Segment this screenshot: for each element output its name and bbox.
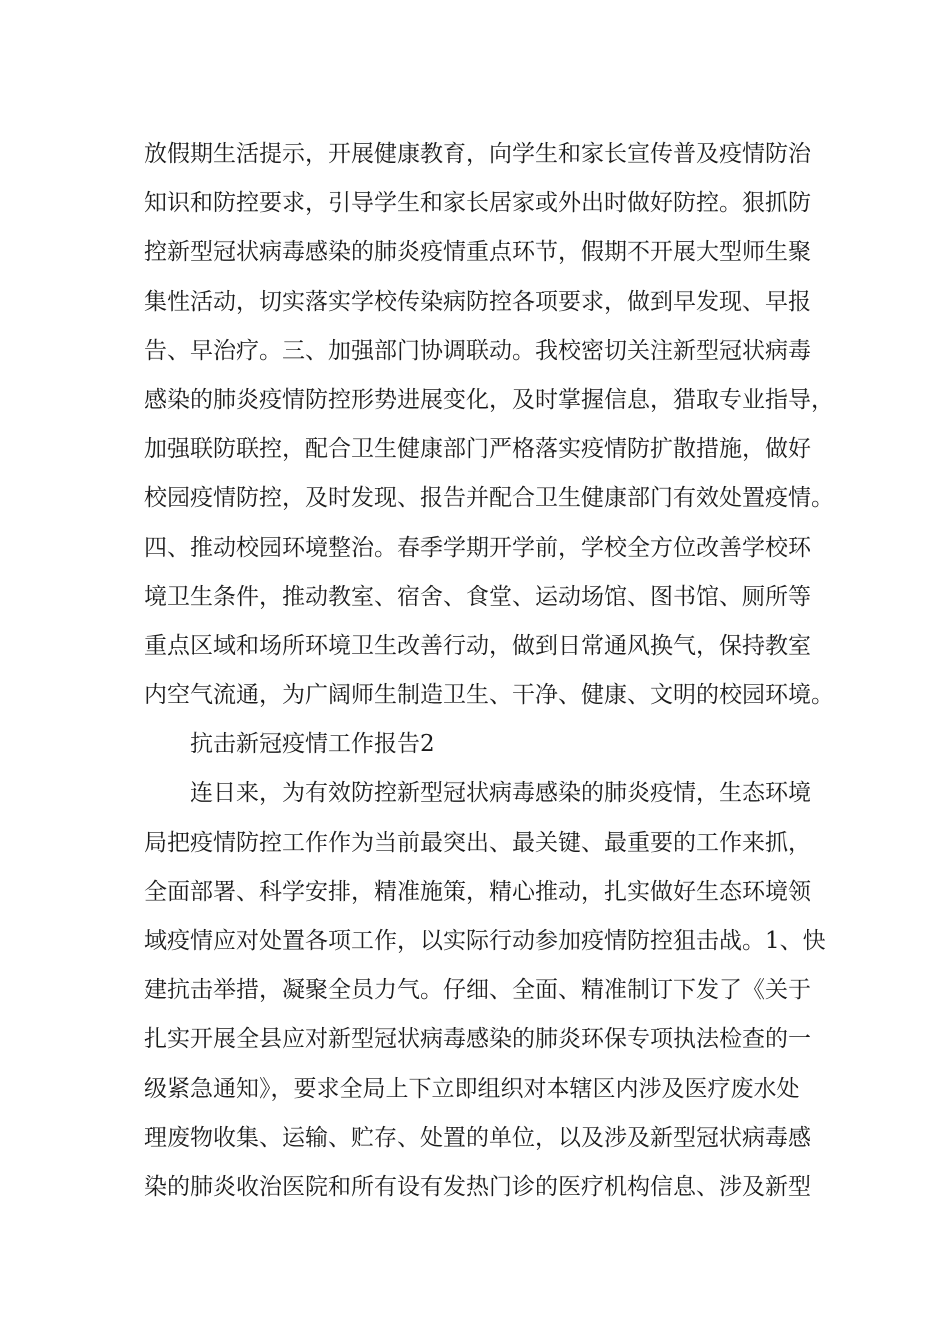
text-line: 域疫情应对处置各项工作，以实际行动参加疫情防控狙击战。1、快: [144, 928, 826, 954]
section-heading: 抗击新冠疫情工作报告2: [190, 731, 435, 758]
text-line: 放假期生活提示，开展健康教育，向学生和家长宣传普及疫情防治: [144, 141, 811, 167]
text-line: 内空气流通，为广阔师生制造卫生、干净、健康、文明的校园环境。: [144, 682, 834, 709]
text-line: 集性活动，切实落实学校传染病防控各项要求，做到早发现、早报: [144, 288, 811, 315]
text-line: 全面部署、科学安排，精准施策，精心推动，扎实做好生态环境领: [144, 878, 811, 905]
text-line: 建抗击举措，凝聚全员力气。仔细、全面、精准制订下发了《关于: [144, 977, 811, 1004]
text-line: 境卫生条件，推动教室、宿舍、食堂、运动场馆、图书馆、厕所等: [144, 583, 811, 610]
text-line: 染的肺炎收治医院和所有设有发热门诊的医疗机构信息、涉及新型: [144, 1173, 811, 1200]
text-line: 感染的肺炎疫情防控形势进展变化，及时掌握信息，猎取专业指导，: [144, 386, 834, 413]
text-line: 控新型冠状病毒感染的肺炎疫情重点环节，假期不开展大型师生聚: [144, 239, 811, 266]
text-line: 重点区域和场所环境卫生改善行动，做到日常通风换气，保持教室: [144, 632, 811, 659]
text-line: 扎实开展全县应对新型冠状病毒感染的肺炎环保专项执法检查的一: [144, 1026, 811, 1053]
text-line: 四、推动校园环境整治。春季学期开学前，学校全方位改善学校环: [144, 534, 811, 561]
text-line: 级紧急通知》，要求全局上下立即组织对本辖区内涉及医疗废水处: [144, 1075, 800, 1102]
text-line: 加强联防联控，配合卫生健康部门严格落实疫情防扩散措施，做好: [144, 436, 811, 463]
text-line: 告、早治疗。三、加强部门协调联动。我校密切关注新型冠状病毒: [144, 337, 811, 364]
text-line: 知识和防控要求，引导学生和家长居家或外出时做好防控。狠抓防: [144, 190, 811, 217]
text-line: 理废物收集、运输、贮存、处置的单位，以及涉及新型冠状病毒感: [144, 1124, 811, 1151]
text-line: 校园疫情防控，及时发现、报告并配合卫生健康部门有效处置疫情。: [144, 485, 834, 512]
document-body: [144, 130, 834, 1212]
text-line: 局把疫情防控工作作为当前最突出、最关键、最重要的工作来抓，: [144, 829, 811, 856]
paragraph-first-line: 连日来，为有效防控新型冠状病毒感染的肺炎疫情，生态环境: [190, 780, 811, 807]
